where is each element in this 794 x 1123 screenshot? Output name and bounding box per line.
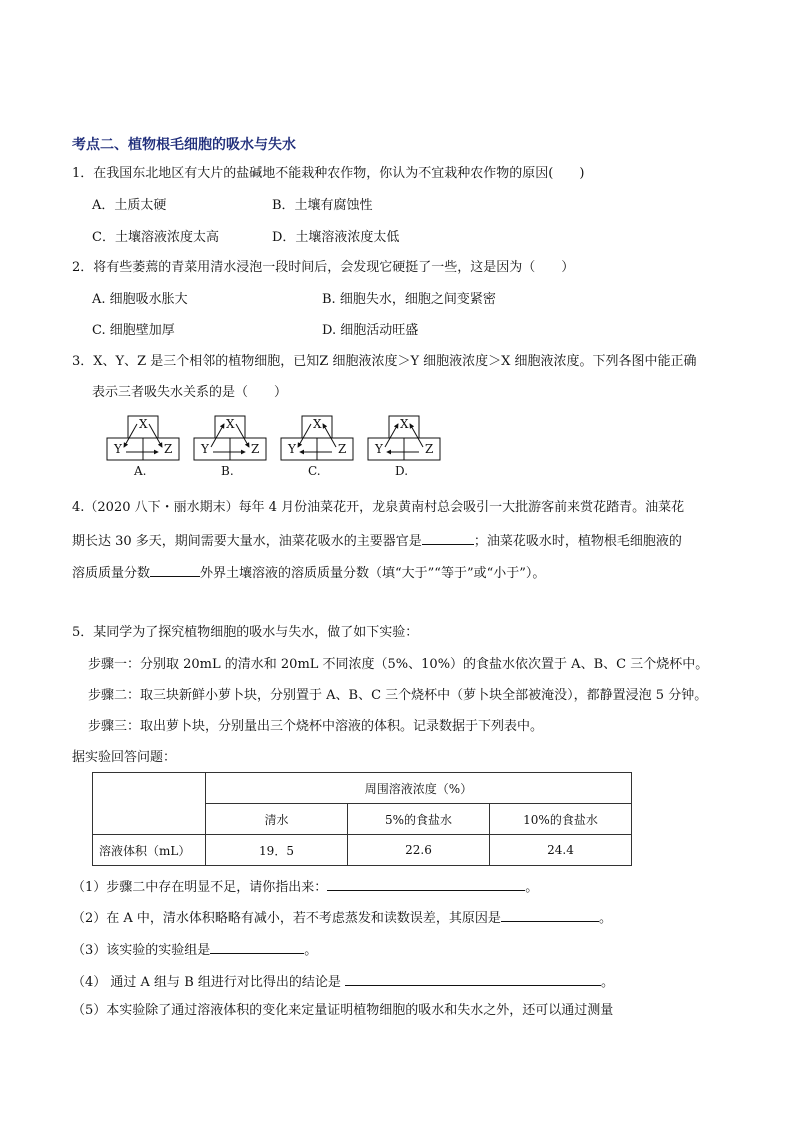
- period: 。: [525, 880, 539, 895]
- diagram-label: C.: [308, 464, 321, 478]
- q5-step1: 步骤一：分别取 20mL 的清水和 20mL 不同浓度（5%、10%）的食盐水依次置于 A、B、C 三个烧杯中。: [88, 657, 709, 672]
- q5-sub2-blank[interactable]: [501, 907, 599, 922]
- experiment-table: [92, 772, 632, 866]
- table-cell: 19．5: [206, 835, 348, 866]
- q3-stem-line2: 表示三者吸失水关系的是（ ）: [92, 385, 288, 400]
- label-x: X: [313, 417, 322, 431]
- q5-sub5: （5）本实验除了通过溶液体积的变化来定量证明植物细胞的吸水和失水之外，还可以通过测量: [72, 1003, 614, 1018]
- q5-sub3: [72, 939, 317, 960]
- label-y: Y: [114, 442, 122, 456]
- table-corner-cell: [93, 773, 206, 835]
- q5-sub4-text: （4） 通过 A 组与 B 组进行对比得出的结论是: [72, 975, 346, 990]
- table-column-header: 5%的食盐水: [348, 804, 490, 835]
- q4-line2-text-a: 期长达 30 多天，期间需要大量水，油菜花吸水的主要器官是: [72, 534, 422, 549]
- diagram-label: B.: [221, 464, 234, 478]
- table-group-header: 周围溶液浓度（%）: [206, 773, 632, 804]
- q1-option-c: C．土壤溶液浓度太高: [92, 230, 219, 245]
- q5-sub3-text: （3）该实验的实验组是: [72, 943, 211, 958]
- q4-line3-text-b: 外界土壤溶液的溶质质量分数（填“大于”“等于”或“小于”）。: [200, 566, 546, 581]
- label-z: Z: [338, 442, 347, 456]
- q3-stem-line1: 3．X、Y、Z 是三个相邻的植物细胞，已知Z 细胞液浓度＞Y 细胞液浓度＞X 细胞液浓度。下列各图中能正确: [72, 354, 697, 369]
- q2-option-a: A. 细胞吸水胀大: [92, 292, 188, 307]
- q1-option-b: B．土壤有腐蚀性: [272, 198, 373, 213]
- q5-step2: 步骤二：取三块新鲜小萝卜块，分别置于 A、B、C 三个烧杯中（萝卜块全部被淹没），都静置浸泡 5 分钟。: [88, 688, 708, 703]
- arrow-x-to-z: [149, 424, 162, 447]
- q4-line2: [72, 530, 682, 551]
- label-z: Z: [164, 442, 173, 456]
- q4-line2-text-b: ；油菜花吸水时，植物根毛细胞液的: [473, 534, 682, 549]
- label-x: X: [226, 417, 235, 431]
- q2-stem: 2．将有些萎蔫的青菜用清水浸泡一段时间后，会发现它硬挺了一些，这是因为（ ）: [72, 260, 575, 275]
- q4-line3: [72, 562, 545, 583]
- q3-diagram-a: [106, 414, 180, 478]
- arrow-x-to-y: [298, 424, 311, 447]
- q4-blank-organ[interactable]: [422, 530, 474, 545]
- q3-diagram-b: [193, 414, 267, 478]
- section-title: 考点二、植物根毛细胞的吸水与失水: [72, 137, 296, 153]
- q4-line1: 4.（2020 八下・丽水期末）每年 4 月份油菜花开，龙泉黄南村总会吸引一大批游客前来赏花踏青。油菜花: [72, 500, 685, 515]
- q5-sub4-blank[interactable]: [345, 971, 601, 986]
- table-column-header: 清水: [206, 804, 348, 835]
- arrow-z-to-x: [323, 424, 336, 447]
- q1-stem: 1．在我国东北地区有大片的盐碱地不能栽种农作物，你认为不宜栽种农作物的原因( ): [72, 166, 585, 181]
- arrow-x-to-z: [236, 424, 249, 447]
- label-z: Z: [425, 442, 434, 456]
- table-row: [93, 835, 632, 866]
- arrow-y-to-x: [385, 424, 398, 447]
- q4-blank-compare[interactable]: [150, 562, 200, 577]
- label-z: Z: [251, 442, 260, 456]
- table-column-header: 10%的食盐水: [490, 804, 632, 835]
- q3-diagram-c: [280, 414, 354, 478]
- q1-option-d: D．土壤溶液浓度太低: [272, 230, 400, 245]
- q1-option-a: A．土质太硬: [92, 198, 167, 213]
- q5-sub3-blank[interactable]: [210, 939, 304, 954]
- label-x: X: [139, 417, 148, 431]
- period: 。: [601, 975, 615, 990]
- q2-option-d: D. 细胞活动旺盛: [322, 323, 419, 338]
- q5-sub1-text: （1）步骤二中存在明显不足，请你指出来：: [72, 880, 328, 895]
- q4-line3-text-a: 溶质质量分数: [72, 566, 151, 581]
- period: 。: [598, 911, 612, 926]
- q5-step3: 步骤三：取出萝卜块，分别量出三个烧杯中溶液的体积。记录数据于下列表中。: [88, 719, 544, 734]
- q5-sub1-blank[interactable]: [327, 876, 525, 891]
- arrow-x-to-y: [124, 424, 137, 447]
- table-row: [93, 773, 632, 804]
- arrow-y-to-x: [211, 424, 224, 447]
- diagram-label: D.: [395, 464, 409, 478]
- q5-sub1: [72, 876, 538, 897]
- period: 。: [304, 943, 318, 958]
- label-y: Y: [375, 442, 383, 456]
- q2-option-c: C. 细胞壁加厚: [92, 323, 175, 338]
- table-cell: 24.4: [490, 835, 632, 866]
- q5-stem: 5．某同学为了探究植物细胞的吸水与失水，做了如下实验：: [72, 625, 419, 640]
- label-y: Y: [288, 442, 296, 456]
- q5-sub4: [72, 971, 614, 992]
- q5-sub2-text: （2）在 A 中，清水体积略略有减小，若不考虑蒸发和读数误差，其原因是: [72, 911, 501, 926]
- table-row-label: 溶液体积（mL）: [93, 835, 206, 866]
- table-cell: 22.6: [348, 835, 490, 866]
- q5-sub2: [72, 907, 612, 928]
- label-y: Y: [201, 442, 209, 456]
- q3-diagram-d: [367, 414, 441, 478]
- q2-option-b: B. 细胞失水，细胞之间变紧密: [322, 292, 496, 307]
- label-x: X: [400, 417, 409, 431]
- q5-answer-prompt: 据实验回答问题：: [72, 750, 177, 765]
- arrow-z-to-x: [410, 424, 423, 447]
- diagram-label: A.: [134, 464, 147, 478]
